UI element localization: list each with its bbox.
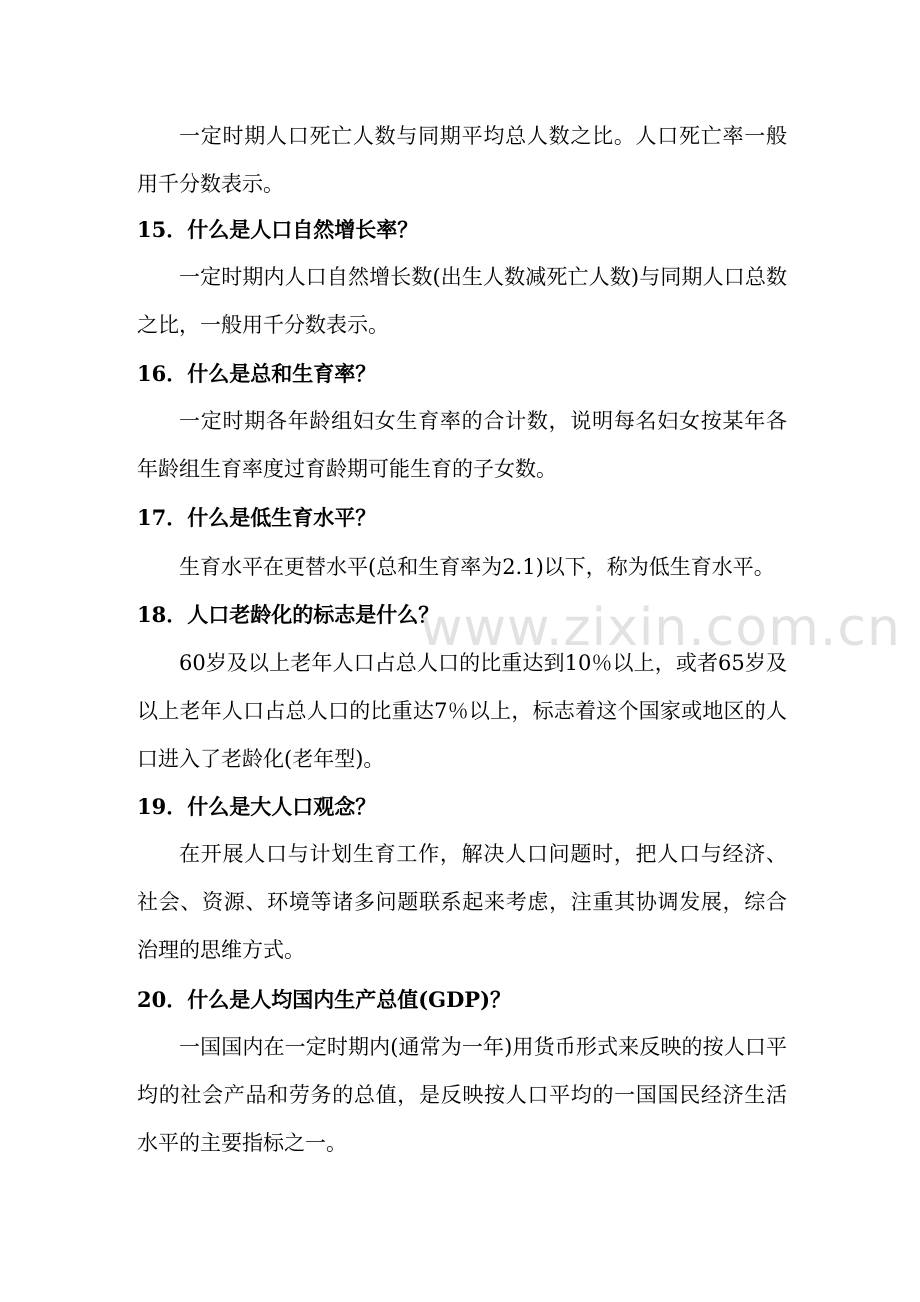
question-19: 19．什么是大人口观念？ — [137, 794, 377, 819]
answer-18: 60岁及以上老年人口占总人口的比重达到10％以上，或者65岁及以上老年人口占总人口的比重达7％以上，标志着这个国家或地区的人口进入了老龄化(老年型)。 — [137, 651, 787, 771]
answer-17: 生育水平在更替水平(总和生育率为2.1)以下，称为低生育水平。 — [179, 555, 775, 579]
question-18: 18．人口老龄化的标志是什么？ — [137, 602, 440, 627]
question-15: 15．什么是人口自然增长率？ — [137, 217, 419, 242]
question-17: 17．什么是低生育水平？ — [137, 505, 377, 530]
answer-16: 一定时期各年龄组妇女生育率的合计数，说明每名妇女按某年各年龄组生育率度过育龄期可能生育的子女数。 — [137, 409, 787, 481]
answer-19: 在开展人口与计划生育工作，解决人口问题时，把人口与经济、社会、资源、环境等诸多问题联系起来考虑，注重其协调发展，综合治理的思维方式。 — [137, 842, 787, 962]
watermark: www.zixin.com.cn — [420, 598, 901, 658]
question-20: 20．什么是人均国内生产总值(GDP)？ — [137, 987, 512, 1012]
answer-20: 一国国内在一定时期内(通常为一年)用货币形式来反映的按人口平均的社会产品和劳务的总值，是反映按人口平均的一国国民经济生活水平的主要指标之一。 — [137, 1035, 787, 1155]
answer-death-rate: 一定时期人口死亡人数与同期平均总人数之比。人口死亡率一般用千分数表示。 — [137, 124, 787, 196]
answer-15: 一定时期内人口自然增长数(出生人数减死亡人数)与同期人口总数之比，一般用千分数表示。 — [137, 265, 787, 337]
question-16: 16．什么是总和生育率？ — [137, 361, 377, 386]
